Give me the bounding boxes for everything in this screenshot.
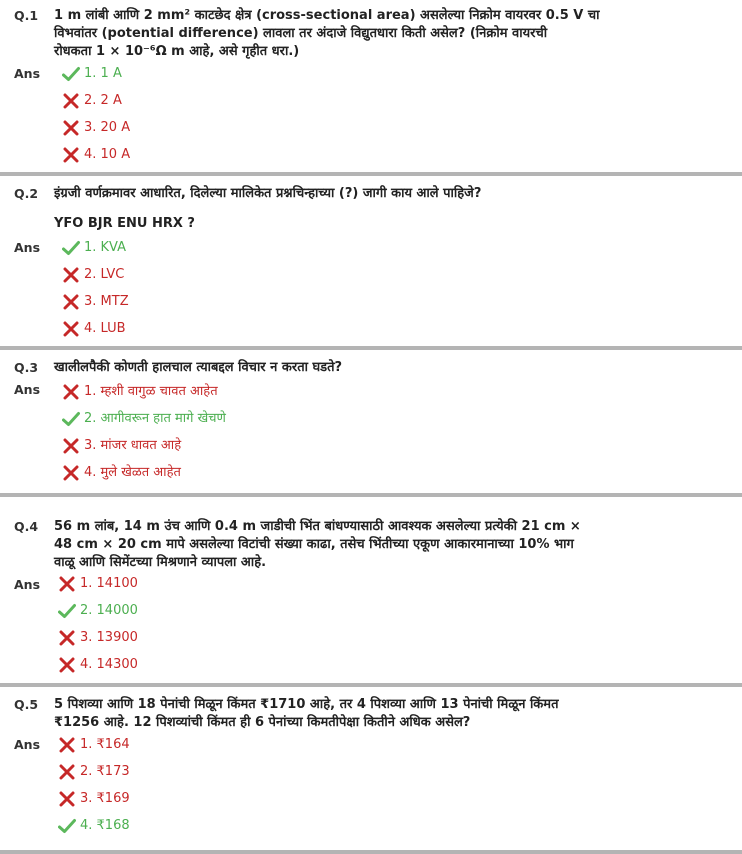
option-label: 3. 13900 (80, 630, 138, 645)
option-4[interactable] (58, 818, 130, 834)
question-line: वाळू आणि सिमेंटच्या मिश्रणाने व्यापला आहे. (54, 555, 267, 570)
question-line: 1 m लांबी आणि 2 mm² काटछेद क्षेत्र (cross-sectional area) असलेल्या निक्रोम वायरवर 0.5 V चा (54, 8, 600, 23)
option-label: 4. LUB (84, 321, 126, 336)
option-label: 4. 14300 (80, 657, 138, 672)
option-label: 2. LVC (84, 267, 125, 282)
question-block-1 (0, 0, 742, 176)
question-number: Q.5 (14, 697, 39, 712)
option-label: 1. म्हशी वागुळ चावत आहेत (84, 384, 218, 399)
check-icon (62, 411, 80, 427)
question-line: YFO BJR ENU HRX ? (54, 216, 195, 231)
option-1[interactable] (58, 576, 138, 592)
option-label: 4. ₹168 (80, 818, 130, 833)
question-text (54, 7, 712, 61)
question-number: Q.1 (14, 8, 39, 23)
question-text (54, 518, 712, 572)
option-label: 3. मांजर धावत आहे (84, 438, 182, 453)
question-line: इंग्रजी वर्णक्रमावर आधारित, दिलेल्या मालिकेत प्रश्नचिन्हाच्या (?) जागी काय आले पाहिजे? (54, 186, 482, 201)
question-line: ₹1256 आहे. 12 पिशव्यांची किंमत ही 6 पेनांच्या किमतीपेक्षा कितीने अधिक असेल? (54, 715, 471, 730)
option-4[interactable] (62, 147, 130, 163)
option-label: 2. 14000 (80, 603, 138, 618)
question-text (54, 696, 712, 732)
cross-icon (62, 465, 80, 481)
option-label: 1. 1 A (84, 66, 122, 81)
answer-label: Ans (14, 382, 41, 397)
answer-label: Ans (14, 240, 41, 255)
answer-label: Ans (14, 737, 41, 752)
question-number: Q.4 (14, 519, 39, 534)
cross-icon (62, 438, 80, 454)
cross-icon (62, 321, 80, 337)
option-label: 3. ₹169 (80, 791, 130, 806)
question-block-5 (0, 687, 742, 854)
option-label: 2. ₹173 (80, 764, 130, 779)
question-line: रोधकता 1 × 10⁻⁶Ω m आहे, असे गृहीत धरा.) (54, 44, 300, 59)
cross-icon (58, 657, 76, 673)
cross-icon (58, 791, 76, 807)
option-3[interactable] (58, 791, 130, 807)
question-block-4 (0, 497, 742, 687)
question-line: 48 cm × 20 cm मापे असलेल्या विटांची संख्या काढा, तसेच भिंतीच्या एकूण आकारमानाच्या 10% भाग (54, 537, 574, 552)
question-text (54, 359, 712, 377)
question-line: खालीलपैकी कोणती हालचाल त्याबद्दल विचार न करता घडते? (54, 360, 343, 375)
option-4[interactable] (62, 465, 181, 481)
option-3[interactable] (58, 630, 138, 646)
option-label: 1. 14100 (80, 576, 138, 591)
option-1[interactable] (62, 384, 218, 400)
check-icon (58, 603, 76, 619)
option-1[interactable] (58, 737, 130, 753)
check-icon (62, 240, 80, 256)
option-label: 1. KVA (84, 240, 127, 255)
cross-icon (62, 294, 80, 310)
option-4[interactable] (62, 321, 126, 337)
option-3[interactable] (62, 294, 129, 310)
option-3[interactable] (62, 120, 130, 136)
option-2[interactable] (58, 764, 130, 780)
question-text (54, 185, 712, 233)
option-4[interactable] (58, 657, 138, 673)
cross-icon (58, 576, 76, 592)
option-label: 4. मुले खेळत आहेत (84, 465, 181, 480)
option-1[interactable] (62, 66, 122, 82)
option-label: 3. 20 A (84, 120, 131, 135)
cross-icon (62, 384, 80, 400)
question-block-2 (0, 176, 742, 350)
cross-icon (62, 120, 80, 136)
question-number: Q.2 (14, 186, 39, 201)
answer-label: Ans (14, 66, 41, 81)
cross-icon (58, 737, 76, 753)
question-line: 5 पिशव्या आणि 18 पेनांची मिळून किंमत ₹1710 आहे, तर 4 पिशव्या आणि 13 पेनांची मिळून किंमत (54, 697, 559, 712)
cross-icon (62, 147, 80, 163)
option-label: 3. MTZ (84, 294, 129, 309)
check-icon (58, 818, 76, 834)
check-icon (62, 66, 80, 82)
cross-icon (62, 267, 80, 283)
question-block-3 (0, 350, 742, 497)
cross-icon (58, 764, 76, 780)
option-label: 1. ₹164 (80, 737, 130, 752)
question-number: Q.3 (14, 360, 39, 375)
cross-icon (58, 630, 76, 646)
option-2[interactable] (62, 93, 122, 109)
option-1[interactable] (62, 240, 126, 256)
option-label: 2. 2 A (84, 93, 122, 108)
question-line: 56 m लांब, 14 m उंच आणि 0.4 m जाडीची भिंत बांधण्यासाठी आवश्यक असलेल्या प्रत्येकी 21 cm × (54, 519, 581, 534)
cross-icon (62, 93, 80, 109)
option-3[interactable] (62, 438, 181, 454)
option-2[interactable] (62, 267, 124, 283)
option-2[interactable] (58, 603, 138, 619)
option-label: 2. आगीवरून हात मागे खेचणे (84, 411, 226, 426)
option-2[interactable] (62, 411, 226, 427)
answer-label: Ans (14, 577, 41, 592)
option-label: 4. 10 A (84, 147, 131, 162)
question-line: विभवांतर (potential difference) लावला तर अंदाजे विद्युतधारा किती असेल? (निक्रोम वायरची (54, 26, 548, 41)
